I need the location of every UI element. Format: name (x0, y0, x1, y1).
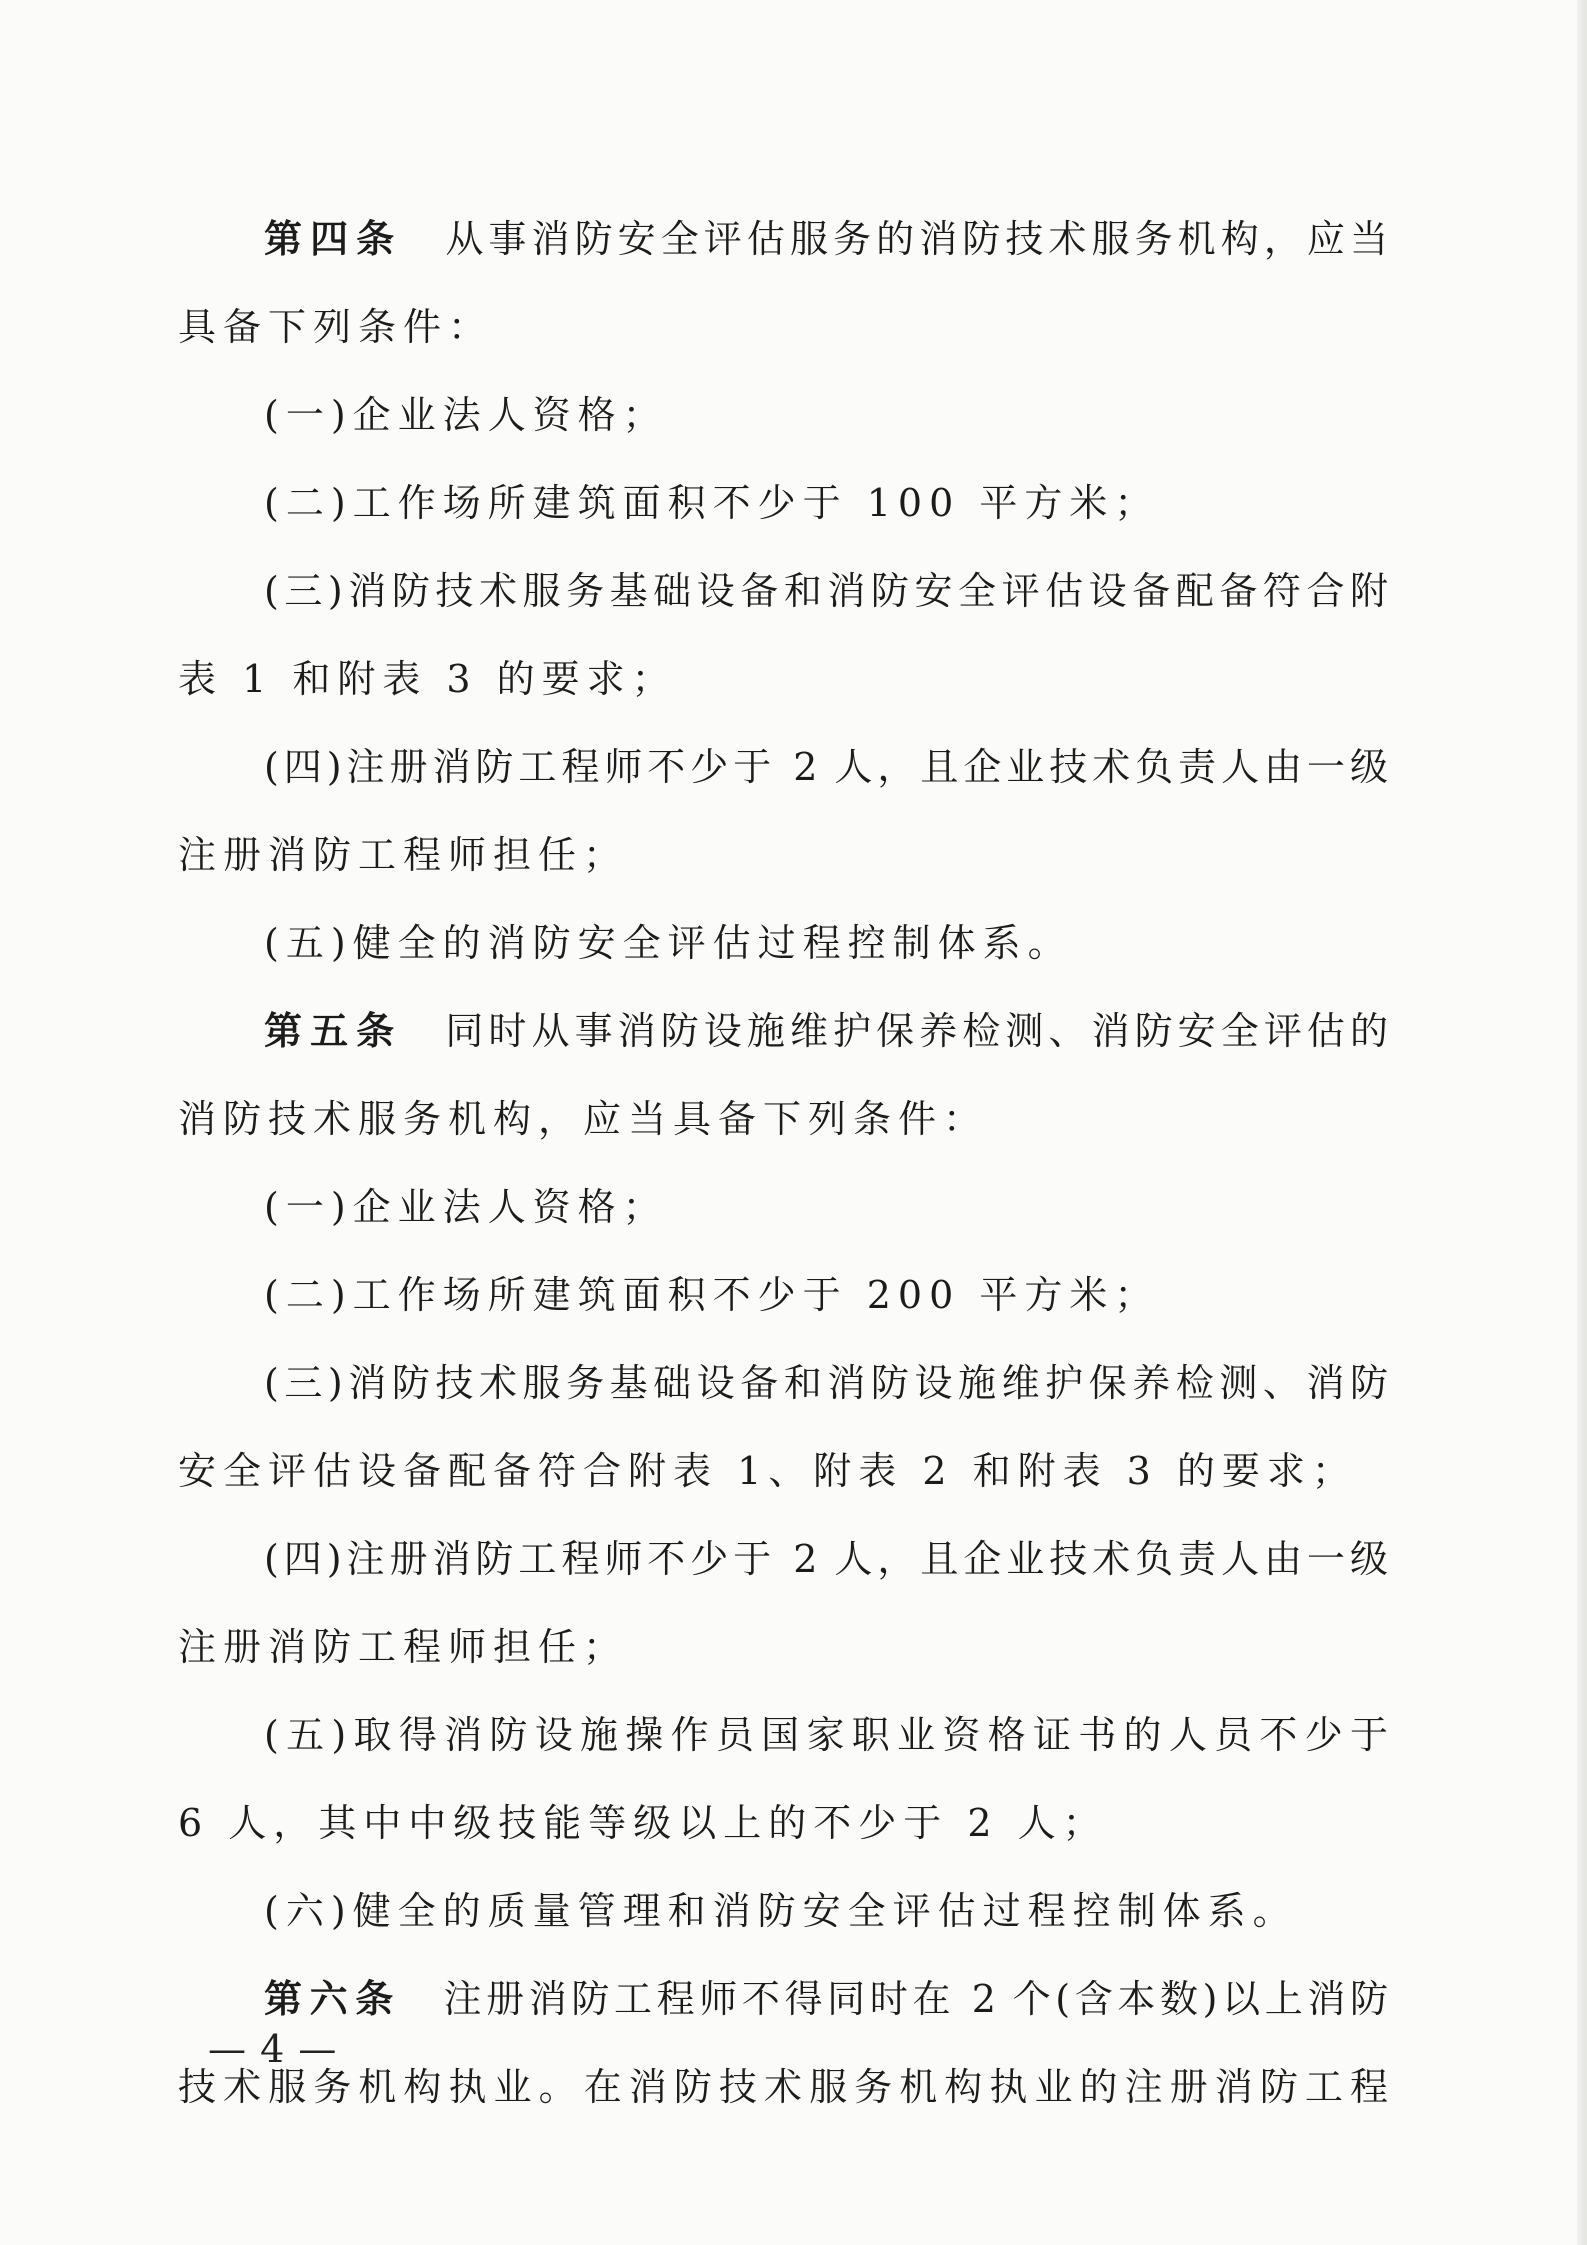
article-5-item-5: (五)取得消防设施操作员国家职业资格证书的人员不少于 (264, 1713, 1388, 1757)
article-5-item-3-continued: 安全评估设备配备符合附表 1、附表 2 和附表 3 的要求； (178, 1449, 1357, 1493)
article-6-title: 第六条 (264, 1977, 401, 2021)
article-6-first-line (264, 1968, 1388, 2030)
article-4-text: 从事消防安全评估服务的消防技术服务机构，应当 (440, 217, 1388, 261)
article-5-item-2: (二)工作场所建筑面积不少于 200 平方米； (264, 1273, 1160, 1317)
article-4-item-2: (二)工作场所建筑面积不少于 100 平方米； (264, 481, 1160, 525)
article-6-text: 注册消防工程师不得同时在 2 个(含本数)以上消防 (438, 1977, 1388, 2021)
article-4-item-4-continued: 注册消防工程师担任； (178, 833, 629, 877)
article-5-title: 第五条 (264, 1009, 403, 1053)
article-5-first-line (264, 1000, 1388, 1062)
article-4-first-line (264, 208, 1388, 270)
article-5-item-4: (四)注册消防工程师不少于 2 人，且企业技术负责人由一级 (264, 1537, 1388, 1581)
article-5-item-5-continued: 6 人，其中中级技能等级以上的不少于 2 人； (178, 1801, 1108, 1845)
article-5-item-1: (一)企业法人资格； (264, 1185, 668, 1229)
article-4-item-4: (四)注册消防工程师不少于 2 人，且企业技术负责人由一级 (264, 745, 1388, 789)
article-4-item-1: (一)企业法人资格； (264, 393, 668, 437)
article-4-item-3: (三)消防技术服务基础设备和消防安全评估设备配备符合附 (264, 569, 1388, 613)
article-5-text: 同时从事消防设施维护保养检测、消防安全评估的 (440, 1009, 1388, 1053)
article-4-item-5: (五)健全的消防安全评估过程控制体系。 (264, 921, 1073, 965)
article-5-item-4-continued: 注册消防工程师担任； (178, 1625, 629, 1669)
article-5-text-continued: 消防技术服务机构，应当具备下列条件： (178, 1097, 989, 1141)
article-4-title: 第四条 (264, 217, 403, 261)
article-5-item-3: (三)消防技术服务基础设备和消防设施维护保养检测、消防 (264, 1361, 1388, 1405)
article-6-text-continued: 技术服务机构执业。在消防技术服务机构执业的注册消防工程 (178, 2065, 1388, 2109)
page-edge-shadow (1577, 0, 1587, 2245)
page-number: — 4 — (208, 2027, 338, 2071)
article-4-item-3-continued: 表 1 和附表 3 的要求； (178, 657, 677, 701)
article-5-item-6: (六)健全的质量管理和消防安全评估过程控制体系。 (264, 1889, 1298, 1933)
article-4-text-continued: 具备下列条件： (178, 305, 494, 349)
